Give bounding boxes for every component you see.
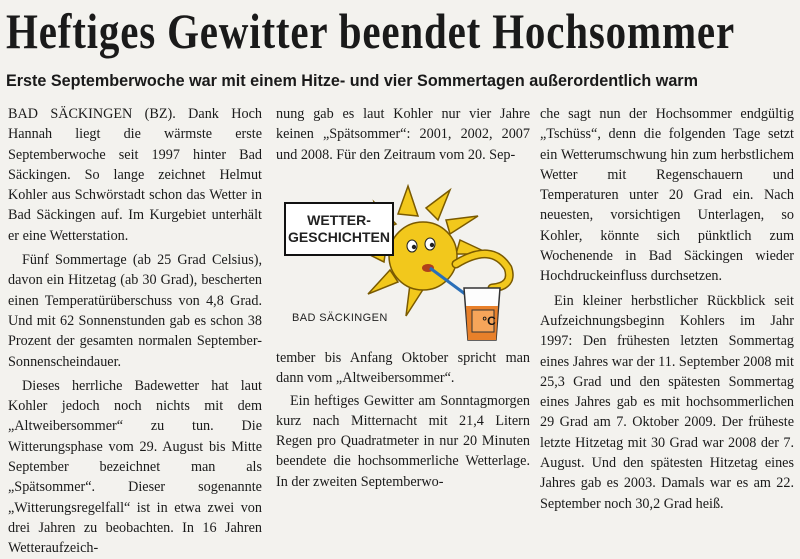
paragraph: Dieses herrliche Badewetter hat laut Kohler jedoch noch nichts mit dem „Altweibersommer“ zu tun. Die Witterungsphase vom 29. August bis Mitte September bezeichnet man als „Spätsommer“. Dieser sogenannte „Witterungsregelfall“ ist in etwa zwei von drei Jahren zu beobachten. In 16 Jahren Wetteraufzeich-	[8, 377, 262, 557]
paragraph: Ein kleiner herbstlicher Rückblick seit Aufzeichnungsbeginn Kohlers im Jahr 1997: Den frühesten letzten Sommertag eines Jahres war der 11. September 2008 mit 25,3 Grad und den spätesten Sommertag eines Jahres gab es mit hochsommerlichen 29 Grad am 7. Oktober 2009. Der früheste letzte Hitzetag mit 30 Grad war 2008 der 7. August. Und den spätesten Hitzetag eines Jahres gab es 2003. Damals war es am 22. September noch 30,2 Grad heiß.	[540, 292, 794, 512]
headline: Heftiges Gewitter beendet Hochsommer	[6, 3, 735, 59]
celsius-label: °C	[482, 314, 496, 328]
paragraph: tember bis Anfang Oktober spricht man dann vom „Altweibersommer“.	[276, 350, 530, 387]
paragraph: Ein heftiges Gewitter am Sonntagmorgen kurz nach Mitternacht mit 21,4 Litern Regen pro Quadratmeter in nur 20 Minuten beendete die hochsommerliche Wetterlage. In der zweiten Septemberwo-	[276, 392, 530, 490]
logo-line-2: GESCHICHTEN	[288, 229, 390, 245]
subheadline: Erste Septemberwoche war mit einem Hitze- und vier Sommertagen außerordentlich warm	[6, 71, 698, 90]
article-column-3	[540, 104, 794, 514]
place-label: BAD SÄCKINGEN	[292, 312, 388, 324]
article-column-2-bottom	[276, 348, 530, 492]
logo-line-1: WETTER-	[307, 212, 371, 228]
paragraph: che sagt nun der Hochsommer endgültig „Tschüss“, denn die folgenden Tage setzt ein Wetterumschwung hin zum herbstlichem Wetter mit Regenschauern und Temperaturen unter 20 Grad ein. Nach neuesten, vorsichtigen Unterlagen, so Kohler, könnte sich pünktlich zum Wochenende in Bad Säckingen wieder Hochdruckeinfluss durchsetzen.	[540, 106, 794, 285]
paragraph: BAD SÄCKINGEN (BZ). Dank Hoch Hannah liegt die wärmste erste Septemberwoche seit 1997 hinter Bad Säckingen. So lange zeichnet Helmut Kohler aus Schwörstadt schon das Wetter in Bad Säckingen auf. Im Kurgebiet unterhält er eine Wetterstation.	[8, 106, 262, 244]
article-column-2-top	[276, 104, 530, 165]
wetter-geschichten-graphic	[278, 176, 530, 342]
paragraph: nung gab es laut Kohler nur vier Jahre keinen „Spätsommer“: 2001, 2002, 2007 und 2008. Für den Zeitraum vom 20. Sep-	[276, 106, 530, 163]
paragraph: Fünf Sommertage (ab 25 Grad Celsius), davon ein Hitzetag (ab 30 Grad), bescherten einen Temperatürüberschuss von 4,8 Grad. Und mit 62 Sonnenstunden gab es schon 38 Prozent der gesamten normalen September-Sonnenscheindauer.	[8, 252, 262, 370]
wetter-geschichten-logo	[284, 202, 394, 256]
article-column-1	[8, 104, 262, 559]
